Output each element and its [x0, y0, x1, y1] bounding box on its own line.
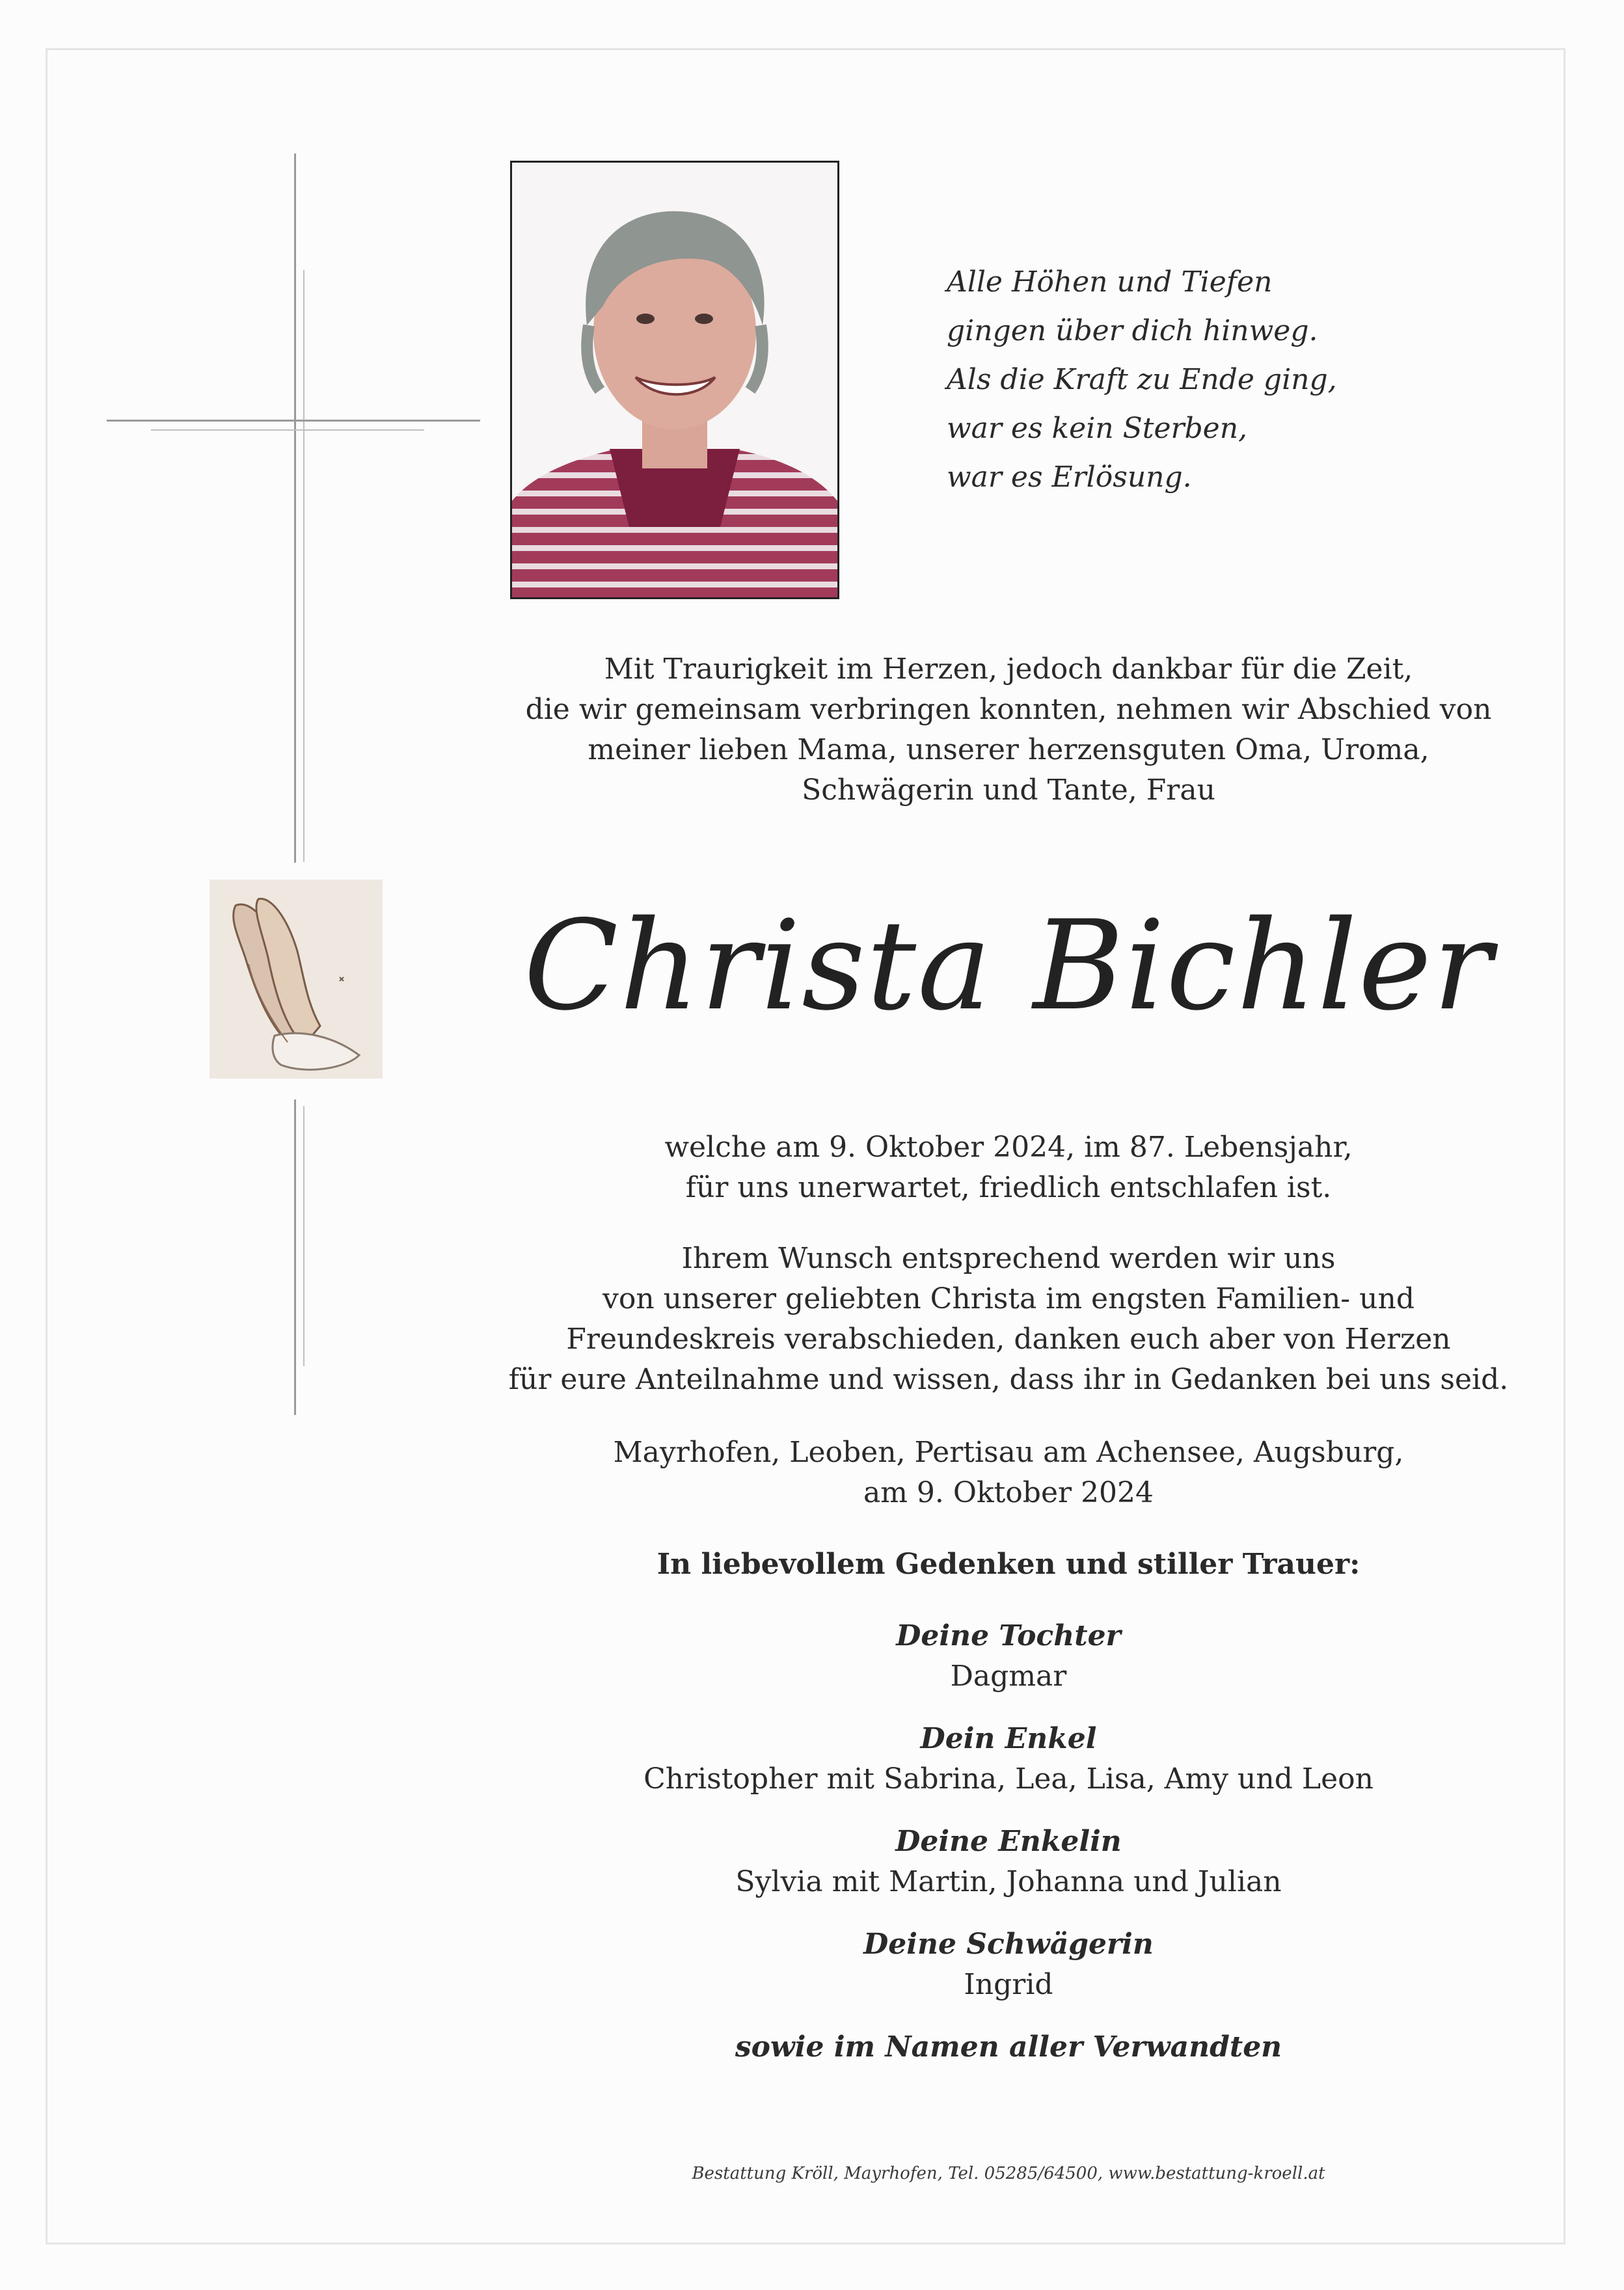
- mourners-list: [468, 1616, 1549, 2068]
- mourners-heading: In liebevollem Gedenken und stiller Trauer:: [656, 1548, 1360, 1581]
- death-line: welche am 9. Oktober 2024, im 87. Lebensjahr,: [664, 1131, 1353, 1164]
- wish-line: Freundeskreis verabschieden, danken euch aber von Herzen: [566, 1323, 1451, 1356]
- place-line: Mayrhofen, Leoben, Pertisau am Achensee, Augsburg,: [613, 1436, 1404, 1469]
- verse-line: war es kein Sterben,: [947, 412, 1248, 445]
- relation-names: Dagmar: [950, 1660, 1067, 1693]
- relation-label: Deine Schwägerin: [863, 1928, 1154, 1961]
- memorial-verse: [947, 258, 1441, 502]
- place-and-date: [468, 1433, 1549, 1513]
- intro-line: meiner lieben Mama, unserer herzensguten Oma, Uroma,: [588, 733, 1429, 766]
- deceased-name: Christa Bichler: [523, 894, 1494, 1038]
- intro-line: Mit Traurigkeit im Herzen, jedoch dankbar für die Zeit,: [604, 653, 1413, 686]
- funeral-home-footer: Bestattung Kröll, Mayrhofen, Tel. 05285/64500, www.bestattung-kroell.at: [692, 2164, 1325, 2183]
- wish-line: für eure Anteilnahme und wissen, dass ihr in Gedanken bei uns seid.: [508, 1363, 1509, 1396]
- verse-line: Als die Kraft zu Ende ging,: [947, 363, 1337, 396]
- intro-text: [468, 649, 1549, 811]
- wish-line: von unserer geliebten Christa im engsten Familien- und: [602, 1282, 1414, 1315]
- verse-line: war es Erlösung.: [947, 461, 1192, 494]
- cross-vertical-line-thin-lower: [303, 1106, 304, 1366]
- praying-hands-icon: [210, 880, 383, 1079]
- closing-line: sowie im Namen aller Verwandten: [735, 2030, 1282, 2064]
- verse-line: gingen über dich hinweg.: [947, 314, 1318, 347]
- relation-names: Sylvia mit Martin, Johanna und Julian: [735, 1865, 1282, 1898]
- portrait-photo: [510, 161, 839, 599]
- date-line: am 9. Oktober 2024: [863, 1476, 1154, 1509]
- relation-names: Christopher mit Sabrina, Lea, Lisa, Amy und Leon: [643, 1762, 1374, 1796]
- wish-line: Ihrem Wunsch entsprechend werden wir uns: [681, 1242, 1336, 1275]
- cross-vertical-line: [294, 154, 296, 863]
- farewell-wish: [468, 1239, 1549, 1400]
- cross-vertical-line-thin: [303, 270, 304, 862]
- verse-line: Alle Höhen und Tiefen: [947, 265, 1273, 299]
- relation-label: Deine Tochter: [896, 1619, 1121, 1652]
- intro-line: die wir gemeinsam verbringen konnten, nehmen wir Abschied von: [525, 693, 1492, 726]
- cross-horizontal-line: [107, 420, 480, 422]
- relation-label: Dein Enkel: [920, 1722, 1097, 1755]
- relation-label: Deine Enkelin: [895, 1825, 1122, 1858]
- relation-names: Ingrid: [964, 1968, 1053, 2001]
- death-line: für uns unerwartet, friedlich entschlafen ist.: [685, 1171, 1332, 1204]
- cross-vertical-line-lower: [294, 1099, 296, 1415]
- cross-horizontal-line-thin: [151, 429, 424, 431]
- intro-line: Schwägerin und Tante, Frau: [802, 774, 1215, 807]
- death-notice: [468, 1127, 1549, 1208]
